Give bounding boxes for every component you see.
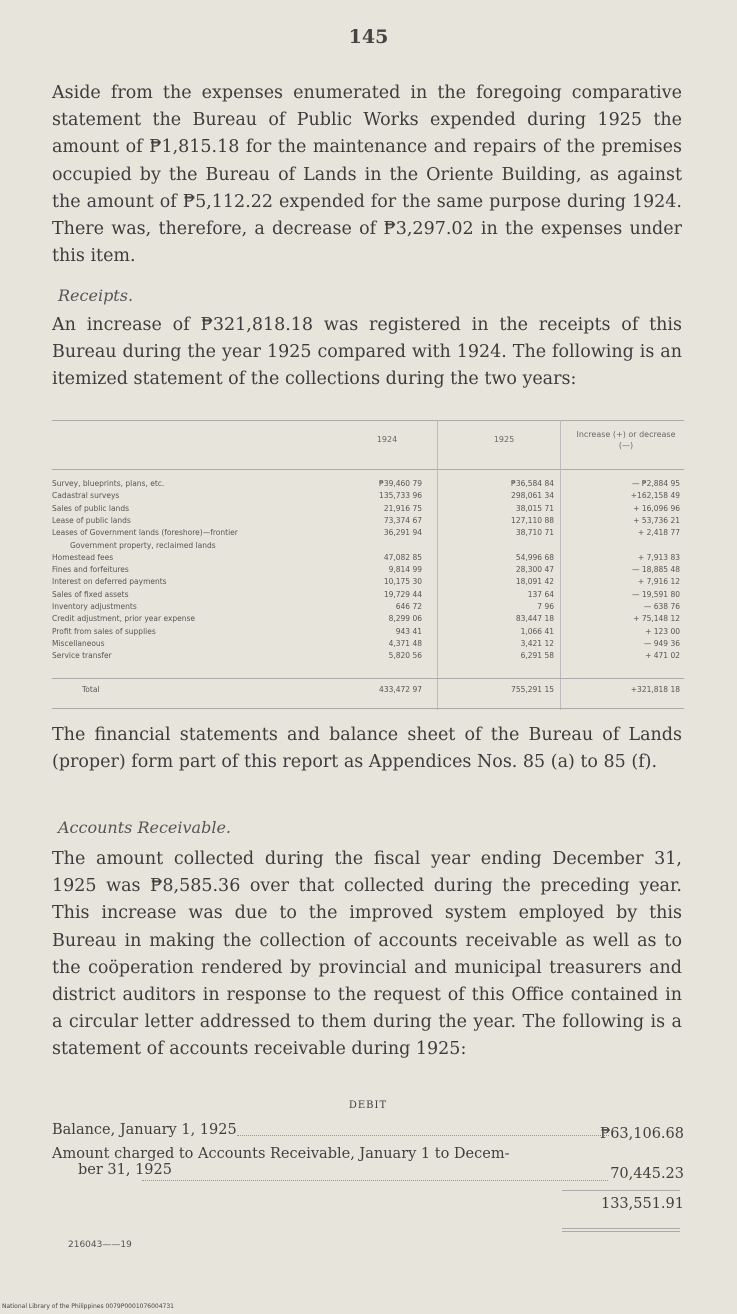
row-label: Leases of Government lands (foreshore)—frontier [52,528,238,538]
page-number: 145 [348,26,389,48]
row-label: Service transfer [52,651,112,661]
row-label: Inventory adjustments [52,602,137,611]
table-row [52,626,684,637]
paragraph-expenses-text: Aside from the expenses enumerated in the foregoing comparative statement the Bureau of Public Works expended during 1925 the amount of ₱1,815.18 for the maintenance and repairs of the premises occupied by the Bureau of Lands in the Oriente Building, as against the amount of ₱5,112.22 expended for the same purpose during 1924. There was, therefore, a decrease of ₱3,297.02 in the expenses under this item. [52,83,682,267]
row-label: Homestead fees [52,552,114,562]
row-label: Lease of public lands [52,515,131,525]
credit-line: National Library of the Philippines 0079P0001076004731 [2,1303,174,1310]
row-1924: 21,916 75 [383,503,422,513]
table-row [52,503,684,514]
row-1924: 36,291 94 [383,528,422,538]
header-change: Increase (+) or decrease (—) [576,430,676,450]
row-1925: ₱36,584 84 [511,479,554,488]
row-change: + 16,096 96 [633,503,680,513]
row-1925: 127,110 88 [511,515,554,525]
row-1925: 18,091 42 [515,577,554,587]
total-1924: 433,472 97 [379,685,422,694]
row-1924: 47,082 85 [383,552,422,562]
row-change: — 18,885 48 [631,565,680,575]
total-change: +321,818 18 [630,685,680,694]
statement-line-2-label-a: Amount charged to Accounts Receivable, January 1 to Decem- [52,1146,510,1162]
row-1925: 3,421 12 [520,638,554,648]
leader-dots [237,1135,609,1136]
row-change: + 7,916 12 [637,577,680,587]
row-1924: 10,175 30 [383,577,422,587]
double-rule [562,1228,680,1229]
row-1925: 1,066 41 [520,626,554,636]
row-1924: 8,299 06 [388,614,422,624]
row-1925: 6,291 58 [520,651,554,661]
row-1924: 646 72 [395,602,422,611]
table-row [52,478,684,489]
statement-line-1 [52,1122,684,1142]
row-change: +162,158 49 [630,491,680,501]
row-change: + 2,418 77 [637,528,680,538]
row-label: Miscellaneous [52,638,105,648]
row-change: — ₱2,884 95 [631,479,680,488]
total-rule [52,678,684,679]
statement-line-2-label-b: ber 31, 1925 [78,1162,172,1178]
row-1925: 54,996 68 [515,552,554,562]
row-change: + 53,736 21 [633,515,680,525]
table-row [52,576,684,587]
row-change: — 19,591 80 [631,589,680,599]
row-1925: 7 96 [537,602,554,611]
statement-line-2-value: 70,445.23 [610,1166,684,1182]
row-1925: 137 64 [527,589,554,599]
table-row [52,638,684,649]
paragraph-financial [52,722,682,776]
table-row [52,601,684,612]
row-1925: 38,710 71 [515,528,554,538]
paragraph-accounts [52,846,682,1064]
row-change: — 949 36 [643,638,680,648]
statement-total-value: 133,551.91 [600,1196,684,1212]
row-label: Interest on deferred payments [52,577,167,587]
row-1924: 5,820 56 [388,651,422,661]
row-1924: ₱39,460 79 [379,479,422,488]
table-row [52,589,684,600]
row-1924: 19,729 44 [383,589,422,599]
row-1925: 28,300 47 [515,565,554,575]
statement-line-2 [52,1146,684,1182]
row-1924: 73,374 67 [383,515,422,525]
heading-accounts: Accounts Receivable. [58,818,231,837]
statement-title: DEBIT [348,1100,388,1111]
statement-line-1-value: ₱63,106.68 [599,1126,684,1142]
row-label: Fines and forfeitures [52,565,129,575]
table-row-total [52,684,684,695]
paragraph-receipts [52,312,682,394]
row-1925: 38,015 71 [515,503,554,513]
row-change: — 638 76 [643,602,680,611]
row-change: + 7,913 83 [637,552,680,562]
row-label: Government property, reclaimed lands [70,540,216,550]
row-1925: 83,447 18 [515,614,554,624]
total-label: Total [82,685,100,694]
heading-receipts: Receipts. [58,286,134,305]
row-label: Survey, blueprints, plans, etc. [52,479,165,488]
statement-line-1-label: Balance, January 1, 1925 [52,1122,237,1138]
table-row [52,515,684,526]
row-1924: 135,733 96 [379,491,422,501]
table-row [52,650,684,661]
row-label: Profit from sales of supplies [52,626,156,636]
row-label: Credit adjustment, prior year expense [52,614,196,624]
header-1924: 1924 [376,435,398,444]
row-1924: 9,814 99 [388,565,422,575]
table-row [52,613,684,624]
header-1925: 1925 [493,435,515,444]
table-header [52,420,684,470]
paragraph-expenses [52,80,682,270]
paragraph-accounts-text: The amount collected during the fiscal year ending December 31, 1925 was ₱8,585.36 over that collected during the preceding year. This increase was due to the improved system employed by this Bureau in making the collection of accounts receivable as well as to the coöperation rendered by provincial and municipal treasurers and district auditors in response to the request of this Office contained in a circular letter addressed to them during the year. The following is a statement of accounts receivable during 1925: [52,849,682,1060]
row-change: + 123 00 [645,626,680,636]
footer-code: 216043——19 [68,1240,132,1250]
row-label: Cadastral surveys [52,491,120,501]
double-rule [562,1231,680,1232]
row-1924: 4,371 48 [388,638,422,648]
paragraph-receipts-text: An increase of ₱321,818.18 was registered in the receipts of this Bureau during the year 1925 compared with 1924. The following is an itemized statement of the collections during the two years: [52,315,682,390]
paragraph-financial-text: The financial statements and balance sheet of the Bureau of Lands (proper) form part of this report as Appendices Nos. 85 (a) to 85 (f). [52,725,682,773]
table-row [52,540,684,551]
table-row [52,564,684,575]
sum-rule [562,1190,680,1191]
table-row [52,490,684,501]
row-change: + 75,148 12 [633,614,680,624]
row-1925: 298,061 34 [511,491,554,501]
table-bottom-rule [52,708,684,709]
row-1924: 943 41 [395,626,422,636]
row-change: + 471 02 [645,651,680,661]
table-row [52,552,684,563]
leader-dots [142,1180,608,1181]
table-row [52,527,684,538]
row-label: Sales of public lands [52,503,130,513]
row-label: Sales of fixed assets [52,589,129,599]
total-1925: 755,291 15 [511,685,554,694]
